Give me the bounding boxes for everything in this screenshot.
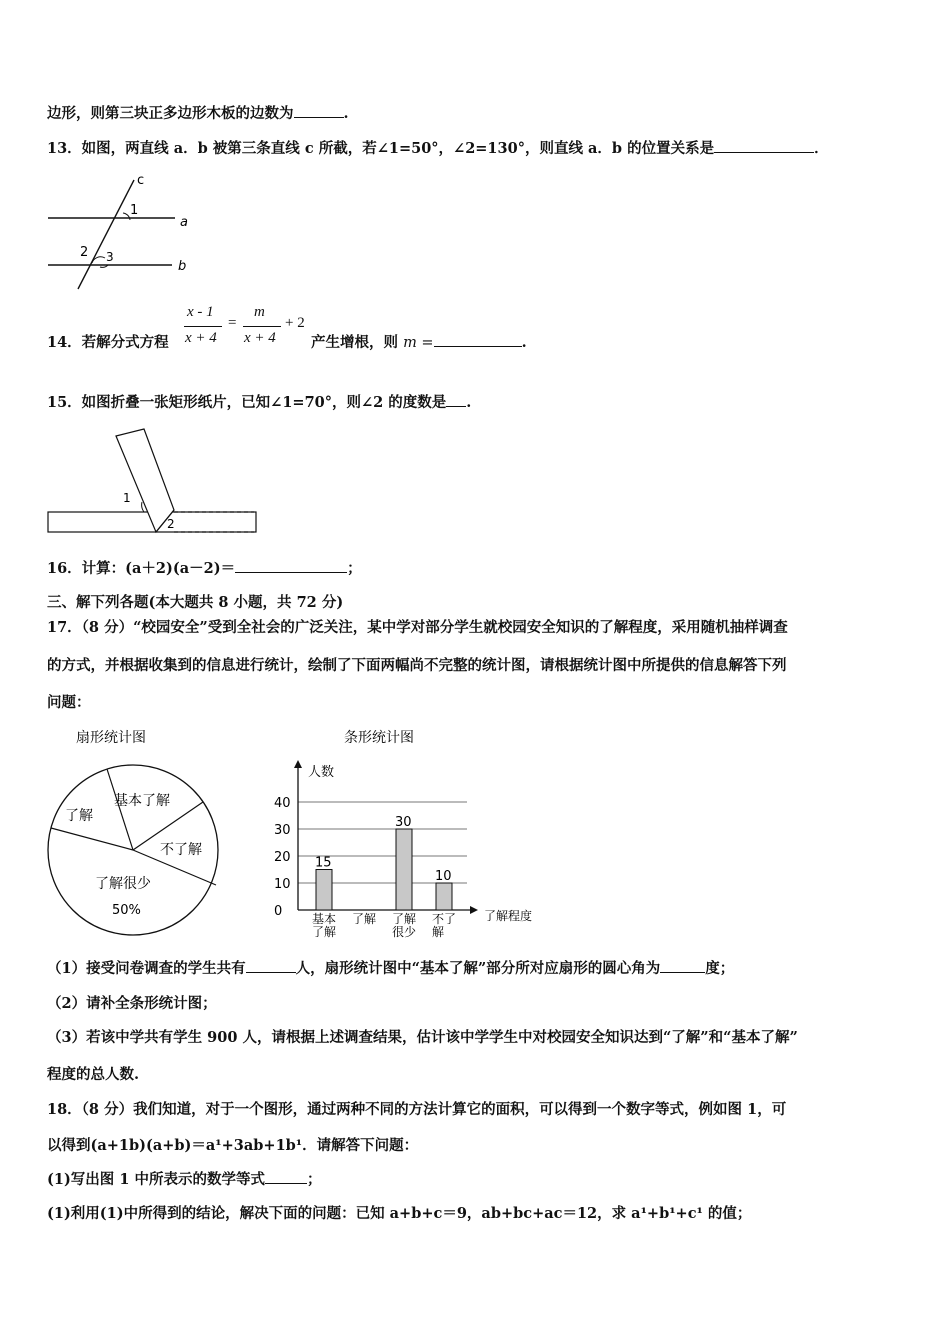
label-a: a — [180, 215, 188, 230]
section-heading: 三、解下列各题(本大题共 8 小题，共 72 分) — [47, 594, 344, 611]
equals-sign: = — [228, 315, 237, 331]
q18-sub2: (1)利用(1)中所得到的结论，解决下面的问题：已知 a+b+c＝9，ab+bc+ac＝12，求 a¹+b¹+c¹ 的值； — [47, 1205, 752, 1222]
x-tick-label: 基本 — [312, 912, 337, 926]
bar — [396, 829, 412, 910]
bar-chart-title: 条形统计图 — [344, 730, 414, 746]
q17-sub3-line2: 程度的总人数. — [47, 1066, 140, 1083]
bar — [436, 883, 452, 910]
bar — [316, 870, 332, 911]
y-tick-label: 40 — [274, 796, 291, 811]
answer-blank[interactable] — [714, 138, 814, 153]
q17-line-3: 问题： — [47, 694, 91, 711]
fraction-rhs-denominator: x + 4 — [244, 330, 276, 346]
answer-blank[interactable] — [265, 1169, 307, 1184]
q17-line-1: 17．（8 分）“校园安全”受到全社会的广泛关注，某中学对部分学生就校园安全知识的了解程度，采用随机抽样调查 — [47, 619, 788, 636]
q14-prefix: 14．若解分式方程 — [47, 334, 169, 351]
answer-blank[interactable] — [446, 392, 466, 407]
q17-sub1: （1）接受问卷调查的学生共有 人，扇形统计图中“基本了解”部分所对应扇形的圆心角为 度； — [47, 960, 735, 977]
fraction-bar — [243, 326, 281, 327]
x-tick-label: 了解 — [352, 912, 377, 926]
angle-3-label: 3 — [106, 250, 114, 264]
x-axis-label: 了解程度 — [484, 909, 533, 923]
x-tick-label: 很少 — [392, 925, 417, 939]
x-tick-label: 解 — [432, 925, 445, 939]
pie-label-basic: 基本了解 — [114, 793, 170, 809]
q18-sub1: (1)写出图 1 中所表示的数学等式 ； — [47, 1171, 322, 1188]
pie-chart — [40, 722, 250, 947]
folded-paper-figure — [44, 424, 264, 539]
fraction-rhs-numerator: m — [254, 304, 265, 320]
y-tick-label: 0 — [274, 904, 283, 919]
bar-chart — [262, 722, 533, 947]
bar-value-label: 10 — [435, 869, 452, 884]
fraction-bar — [184, 326, 222, 327]
q18-line-1: 18．（8 分）我们知道，对于一个图形，通过两种不同的方法计算它的面积，可以得到一个数字等式，例如图 1，可 — [47, 1101, 787, 1118]
angle-2-label: 2 — [80, 245, 89, 260]
q13-line: 13．如图，两直线 a．b 被第三条直线 c 所截，若∠1=50°，∠2=130°，则直线 a．b 的位置关系是 ． — [47, 140, 829, 157]
answer-blank[interactable] — [246, 958, 296, 973]
angle-1-label: 1 — [123, 491, 131, 505]
pie-label-little: 了解很少 — [95, 876, 151, 892]
q15-line: 15．如图折叠一张矩形纸片，已知∠1=70°，则∠2 的度数是 . — [47, 394, 472, 411]
plus-two: + 2 — [285, 315, 305, 331]
answer-blank[interactable] — [434, 332, 522, 347]
bar-value-label: 15 — [315, 855, 332, 871]
fraction-lhs-numerator: x - 1 — [187, 304, 214, 320]
angle-1-label: 1 — [130, 203, 139, 218]
parallel-lines-figure — [40, 168, 210, 293]
fraction-lhs-denominator: x + 4 — [185, 330, 217, 346]
q18-line-2: 以得到(a+1b)(a+b)＝a¹+3ab+1b¹．请解答下问题： — [47, 1137, 419, 1154]
x-tick-label: 了解 — [392, 912, 417, 926]
y-tick-label: 20 — [274, 850, 291, 865]
x-axis-arrow — [470, 906, 478, 914]
q16-line: 16．计算：(a＋2)(a－2)＝ ； — [47, 560, 362, 577]
x-tick-label: 了解 — [312, 925, 337, 939]
answer-blank[interactable] — [235, 558, 347, 573]
bar-value-label: 30 — [395, 815, 412, 830]
y-axis-arrow — [294, 760, 302, 768]
pie-percent: 50% — [112, 903, 141, 918]
y-tick-label: 30 — [274, 823, 291, 838]
q12-line: 边形，则第三块正多边形木板的边数为 . — [47, 105, 349, 122]
label-c: c — [137, 173, 145, 188]
q17-line-2: 的方式，并根据收集到的信息进行统计，绘制了下面两幅尚不完整的统计图，请根据统计图中所提供的信息解答下列 — [47, 657, 787, 674]
y-tick-label: 10 — [274, 877, 291, 892]
q17-sub2: （2）请补全条形统计图； — [47, 995, 217, 1012]
q14-suffix: 产生增根，则 m = . — [311, 334, 527, 351]
pie-label-understand: 了解 — [65, 808, 93, 824]
label-b: b — [178, 259, 187, 274]
answer-blank[interactable] — [660, 958, 705, 973]
angle-2-label: 2 — [167, 517, 175, 531]
pie-title: 扇形统计图 — [76, 730, 146, 746]
q17-sub3-line1: （3）若该中学共有学生 900 人，请根据上述调查结果，估计该中学学生中对校园安全知识达到“了解”和“基本了解” — [47, 1029, 798, 1046]
pie-label-not-understand: 不了解 — [160, 842, 202, 858]
x-tick-label: 不了 — [432, 912, 457, 926]
answer-blank[interactable] — [294, 103, 344, 118]
y-axis-label: 人数 — [308, 765, 335, 780]
